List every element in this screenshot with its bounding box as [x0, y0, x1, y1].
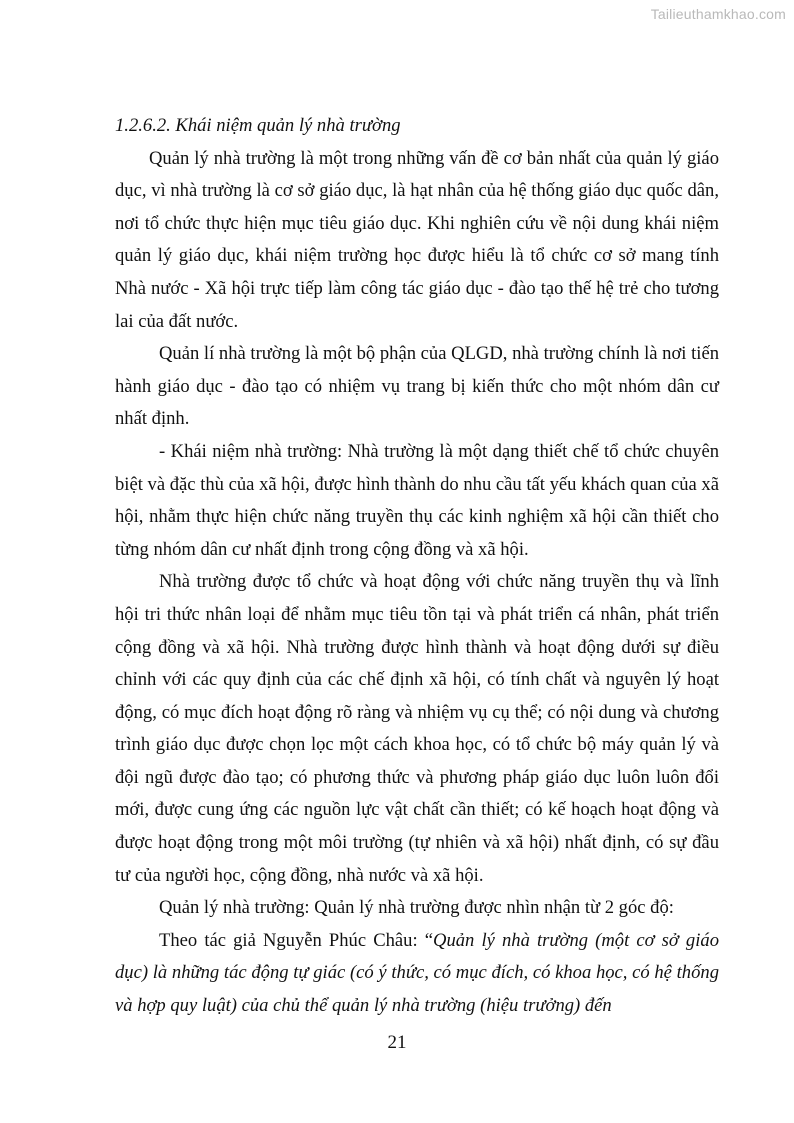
- paragraph-2: Quản lí nhà trường là một bộ phận của QLGD, nhà trường chính là nơi tiến hành giáo dục - đào tạo có nhiệm vụ trang bị kiến thức cho một nhóm dân cư nhất định.: [115, 343, 719, 430]
- paragraph-1: Quản lý nhà trường là một trong những vấn đề cơ bản nhất của quản lý giáo dục, vì nhà trường là cơ sở giáo dục, là hạt nhân của hệ thống giáo dục quốc dân, nơi tổ chức thực hiện mục tiêu giáo dục. Khi nghiên cứu về nội dung khái niệm quản lý giáo dục, khái niệm trường học được hiểu là tổ chức cơ sở mang tính Nhà nước - Xã hội trực tiếp làm công tác giáo dục - đào tạo thế hệ trẻ cho tương lai của đất nước.: [115, 147, 719, 332]
- page-number: 21: [387, 1032, 407, 1053]
- page-body: [115, 110, 719, 1023]
- section-heading: 1.2.6.2. Khái niệm quản lý nhà trường: [115, 115, 401, 136]
- watermark: Tailieuthamkhao.com: [650, 6, 786, 22]
- paragraph-quote: [115, 925, 719, 1023]
- paragraph-3: - Khái niệm nhà trường: Nhà trường là một dạng thiết chế tổ chức chuyên biệt và đặc thù của xã hội, được hình thành do nhu cầu tất yếu khách quan của xã hội, nhằm thực hiện chức năng truyền thụ các kinh nghiệm xã hội cần thiết cho từng nhóm dân cư nhất định trong cộng đồng và xã hội.: [115, 440, 719, 560]
- paragraph-4: Nhà trường được tổ chức và hoạt động với chức năng truyền thụ và lĩnh hội tri thức nhân loại để nhằm mục tiêu tồn tại và phát triển cá nhân, phát triển cộng đồng và xã hội. Nhà trường được hình thành và hoạt động dưới sự điều chỉnh với các quy định của các chế định xã hội, có tính chất và nguyên lý hoạt động, có mục đích hoạt động rõ ràng và nhiệm vụ cụ thể; có nội dung và chương trình giáo dục được chọn lọc một cách khoa học, có tổ chức bộ máy quản lý và đội ngũ được đào tạo; có phương thức và phương pháp giáo dục luôn luôn đổi mới, được cung ứng các nguồn lực vật chất cần thiết; có kế hoạch hoạt động và được hoạt động trong một môi trường (tự nhiên và xã hội) nhất định, có sự đầu tư của người học, cộng đồng, nhà nước và xã hội.: [115, 571, 719, 886]
- paragraph-5: Quản lý nhà trường: Quản lý nhà trường được nhìn nhận từ 2 góc độ:: [159, 897, 674, 919]
- quote-italic: Quản lý nhà trường (một cơ sở giáo dục) là những tác động tự giác (có ý thức, có mục đích, có khoa học, có hệ thống và hợp quy luật) của chủ thể quản lý nhà trường (hiệu trưởng) đến: [115, 929, 719, 1017]
- quote-lead: Theo tác giả Nguyễn Phúc Châu: “: [159, 929, 434, 951]
